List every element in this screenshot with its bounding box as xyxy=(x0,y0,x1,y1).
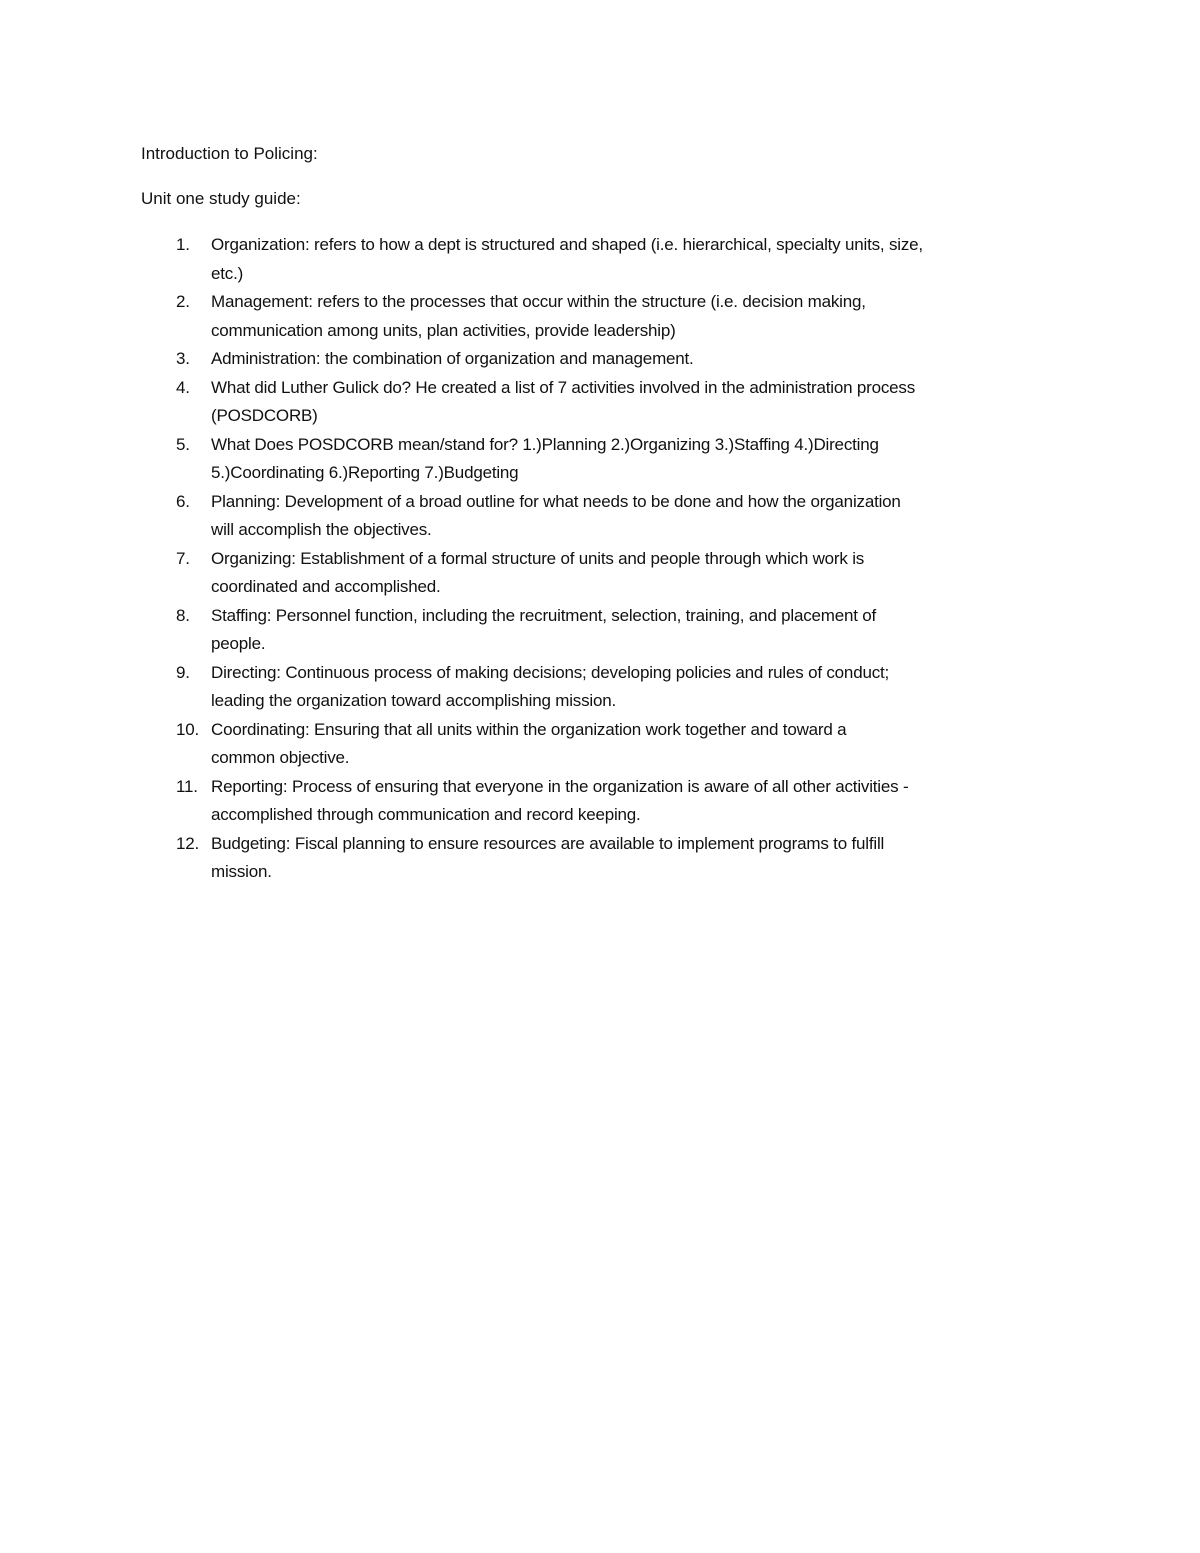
list-item-text-line: Management: refers to the processes that occur within the structure (i.e. decision making, xyxy=(211,292,866,311)
list-item-text-line: Reporting: Process of ensuring that everyone in the organization is aware of all other activities - xyxy=(211,776,909,796)
list-item-number: 1. xyxy=(176,235,190,254)
list-item-number: 7. xyxy=(176,548,190,568)
list-item-number: 11. xyxy=(176,776,198,796)
list-item-text-line: Organizing: Establishment of a formal structure of units and people through which work is xyxy=(211,548,865,568)
list-item-text-line: Coordinating: Ensuring that all units within the organization work together and toward a xyxy=(211,719,847,739)
list-item-text-line: What did Luther Gulick do? He created a list of 7 activities involved in the administration process xyxy=(211,377,916,397)
list-item-text-line: (POSDCORB) xyxy=(211,406,318,425)
list-item-number: 5. xyxy=(176,434,190,454)
list-item xyxy=(176,231,1076,288)
list-item xyxy=(176,288,1076,345)
list-item-number: 10. xyxy=(176,719,200,739)
list-item xyxy=(176,374,1076,431)
list-item-text-line: Directing: Continuous process of making decisions; developing policies and rules of conduct; xyxy=(211,662,890,682)
list-item-text-line: etc.) xyxy=(211,263,244,283)
list-item xyxy=(176,488,1076,545)
list-item-number: 8. xyxy=(176,605,190,625)
list-item-text-line: will accomplish the objectives. xyxy=(211,520,432,539)
list-item xyxy=(176,345,1076,374)
list-item xyxy=(176,830,1076,887)
list-item xyxy=(176,716,1076,773)
list-item-text-line: Organization: refers to how a dept is structured and shaped (i.e. hierarchical, specialty units, size, xyxy=(211,235,923,254)
list-item xyxy=(176,602,1076,659)
list-item-number: 3. xyxy=(176,349,190,368)
list-item-text-line: common objective. xyxy=(211,748,350,767)
list-item-text-line: Administration: the combination of organization and management. xyxy=(211,349,694,368)
list-item-text-line: coordinated and accomplished. xyxy=(211,577,441,596)
list-item-text-line: Planning: Development of a broad outline for what needs to be done and how the organization xyxy=(211,491,901,511)
list-item xyxy=(176,431,1076,488)
list-item-text-line: Budgeting: Fiscal planning to ensure resources are available to implement programs to fulfill xyxy=(211,833,885,853)
list-item-number: 12. xyxy=(176,833,200,853)
list-item-number: 9. xyxy=(176,662,190,682)
list-item xyxy=(176,773,1076,830)
list-item-text-line: people. xyxy=(211,634,266,653)
list-item-text-line: Staffing: Personnel function, including the recruitment, selection, training, and placement of xyxy=(211,605,877,625)
list-item-text-line: mission. xyxy=(211,862,272,881)
list-item xyxy=(176,545,1076,602)
list-item-number: 2. xyxy=(176,292,190,311)
list-item-text-line: 5.)Coordinating 6.)Reporting 7.)Budgeting xyxy=(211,463,519,482)
list-item xyxy=(176,659,1076,716)
list-item-text-line: communication among units, plan activities, provide leadership) xyxy=(211,320,676,340)
list-item-text-line: What Does POSDCORB mean/stand for? 1.)Planning 2.)Organizing 3.)Staffing 4.)Directing xyxy=(211,434,879,454)
study-guide-list xyxy=(176,231,1076,887)
list-item-number: 4. xyxy=(176,377,190,397)
list-item-number: 6. xyxy=(176,491,190,511)
list-item-text-line: accomplished through communication and record keeping. xyxy=(211,805,641,824)
document-subtitle: Unit one study guide: xyxy=(141,189,301,208)
document-title: Introduction to Policing: xyxy=(141,144,318,163)
list-item-text-line: leading the organization toward accomplishing mission. xyxy=(211,691,616,710)
